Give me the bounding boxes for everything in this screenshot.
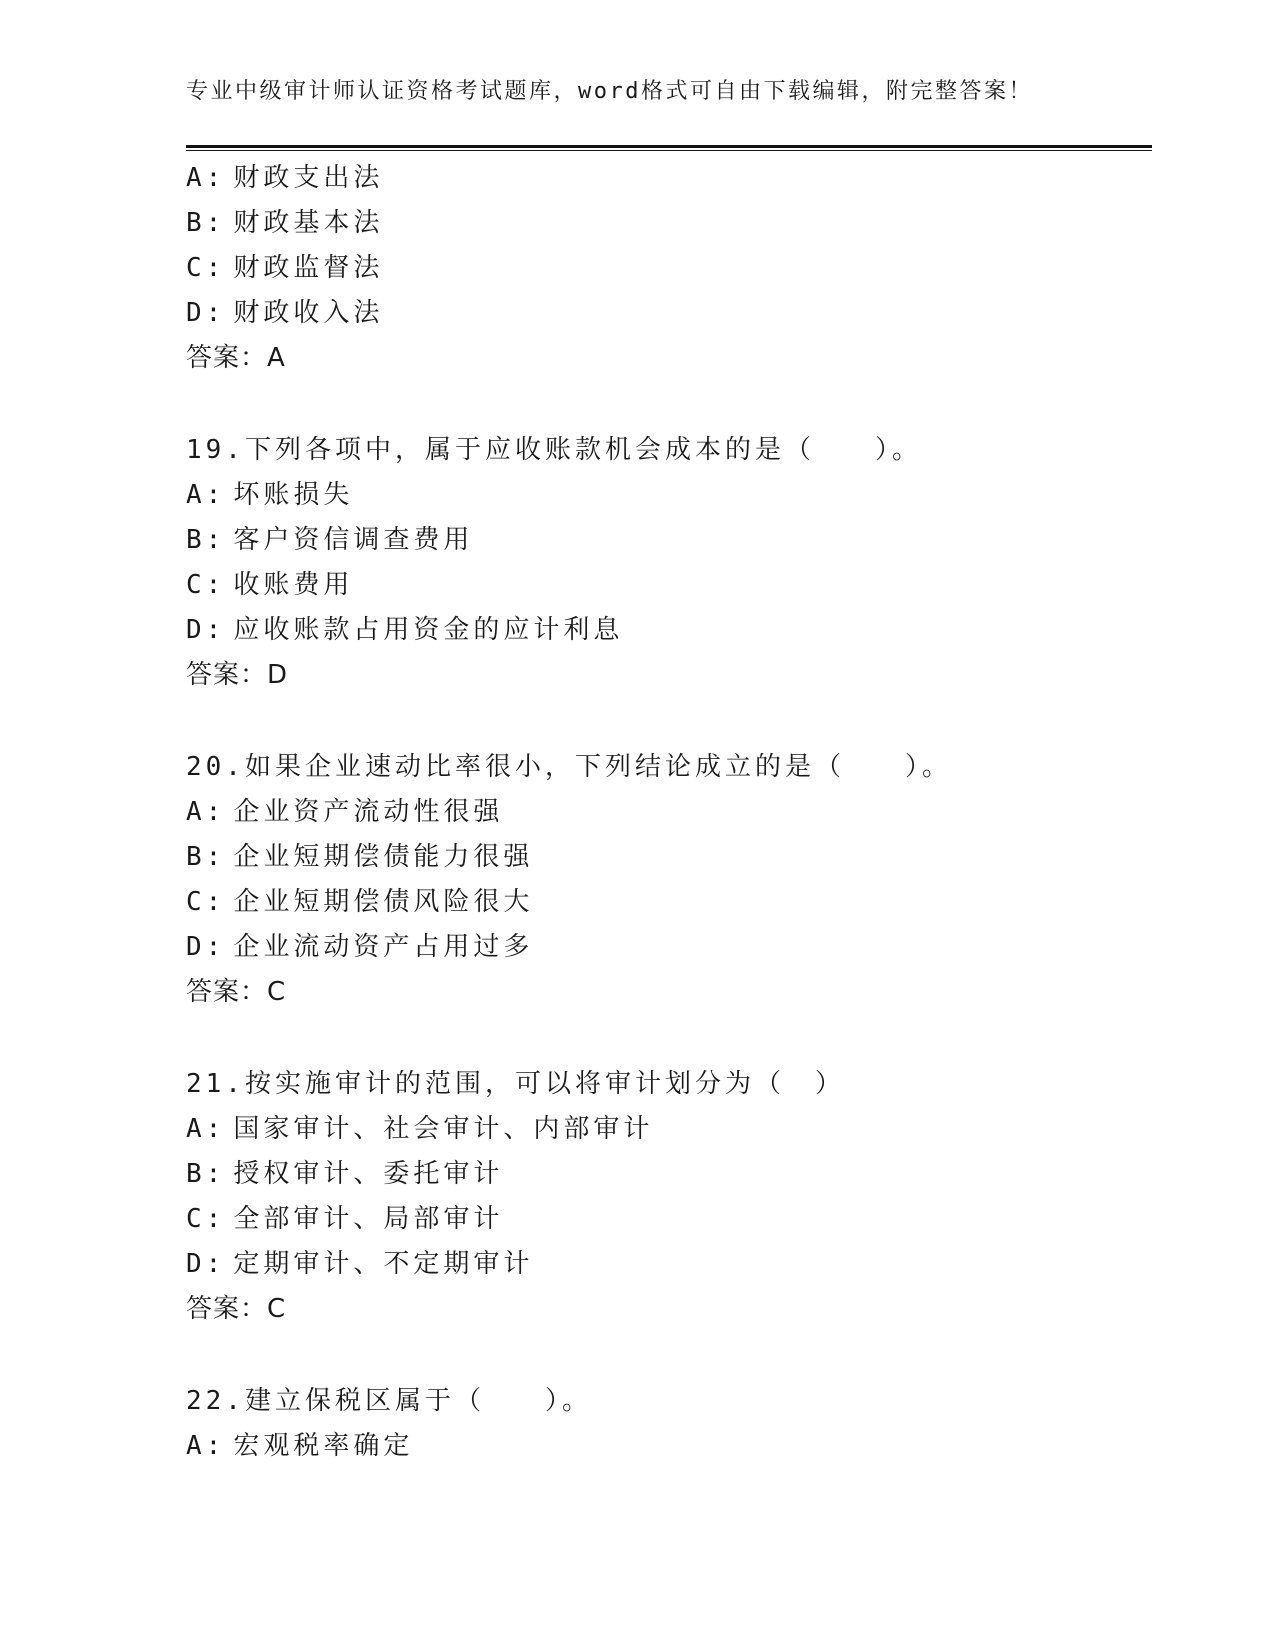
option-label: D: <box>186 1249 226 1279</box>
option-label: A: <box>186 1431 226 1461</box>
option-d <box>186 1242 1152 1287</box>
option-label: B: <box>186 208 226 238</box>
option-a <box>186 473 1152 518</box>
option-text: 全部审计、局部审计 <box>233 1204 504 1234</box>
option-label: B: <box>186 1159 226 1189</box>
option-text: 财政基本法 <box>233 208 384 238</box>
option-label: D: <box>186 932 226 962</box>
option-label: D: <box>186 298 226 328</box>
header-rule-thin <box>186 150 1152 151</box>
option-b <box>186 1152 1152 1197</box>
spacer <box>186 1332 1152 1379</box>
option-text: 财政收入法 <box>233 298 384 328</box>
option-b <box>186 201 1152 246</box>
option-text: 财政支出法 <box>233 163 384 193</box>
answer-line: 答案：C <box>186 1294 287 1324</box>
spacer <box>186 698 1152 745</box>
question-block <box>186 1062 1152 1332</box>
option-text: 定期审计、不定期审计 <box>233 1249 534 1279</box>
option-label: A: <box>186 163 226 193</box>
option-text: 宏观税率确定 <box>233 1431 414 1461</box>
option-text: 应收账款占用资金的应计利息 <box>233 615 624 645</box>
option-label: A: <box>186 1114 226 1144</box>
option-d <box>186 925 1152 970</box>
option-label: C: <box>186 253 226 283</box>
option-a <box>186 1424 1152 1469</box>
option-a <box>186 1107 1152 1152</box>
option-label: A: <box>186 480 226 510</box>
option-c <box>186 1197 1152 1242</box>
question-stem: 21.按实施审计的范围，可以将审计划分为（ ） <box>186 1069 845 1099</box>
option-text: 国家审计、社会审计、内部审计 <box>233 1114 654 1144</box>
option-c <box>186 246 1152 291</box>
option-text: 企业流动资产占用过多 <box>233 932 534 962</box>
option-text: 客户资信调查费用 <box>233 525 474 555</box>
question-block <box>186 428 1152 698</box>
question-stem: 20.如果企业速动比率很小，下列结论成立的是（ ）。 <box>186 752 952 782</box>
question-block <box>186 1379 1152 1469</box>
option-c <box>186 880 1152 925</box>
option-d <box>186 291 1152 336</box>
option-label: A: <box>186 797 226 827</box>
option-text: 企业资产流动性很强 <box>233 797 504 827</box>
spacer <box>186 1015 1152 1062</box>
option-text: 企业短期偿债能力很强 <box>233 842 534 872</box>
option-a <box>186 790 1152 835</box>
question-block <box>186 745 1152 1015</box>
option-label: C: <box>186 1204 226 1234</box>
option-text: 企业短期偿债风险很大 <box>233 887 534 917</box>
option-label: B: <box>186 842 226 872</box>
option-label: D: <box>186 615 226 645</box>
option-a <box>186 156 1152 201</box>
option-label: C: <box>186 887 226 917</box>
answer-line: 答案：C <box>186 977 287 1007</box>
page-header: 专业中级审计师认证资格考试题库，word格式可自由下载编辑，附完整答案！ <box>186 79 1033 104</box>
question-list <box>186 156 1152 1469</box>
option-b <box>186 518 1152 563</box>
option-text: 收账费用 <box>233 570 354 600</box>
option-text: 授权审计、委托审计 <box>233 1159 504 1189</box>
answer-line: 答案：A <box>186 343 286 373</box>
question-stem: 22.建立保税区属于（ ）。 <box>186 1386 592 1416</box>
option-label: B: <box>186 525 226 555</box>
option-text: 坏账损失 <box>233 480 354 510</box>
option-c <box>186 563 1152 608</box>
option-b <box>186 835 1152 880</box>
answer-line: 答案：D <box>186 660 289 690</box>
option-d <box>186 608 1152 653</box>
question-stem: 19.下列各项中，属于应收账款机会成本的是（ ）。 <box>186 435 922 465</box>
question-block <box>186 156 1152 381</box>
option-text: 财政监督法 <box>233 253 384 283</box>
option-label: C: <box>186 570 226 600</box>
spacer <box>186 381 1152 428</box>
header-rule-thick <box>186 145 1152 148</box>
